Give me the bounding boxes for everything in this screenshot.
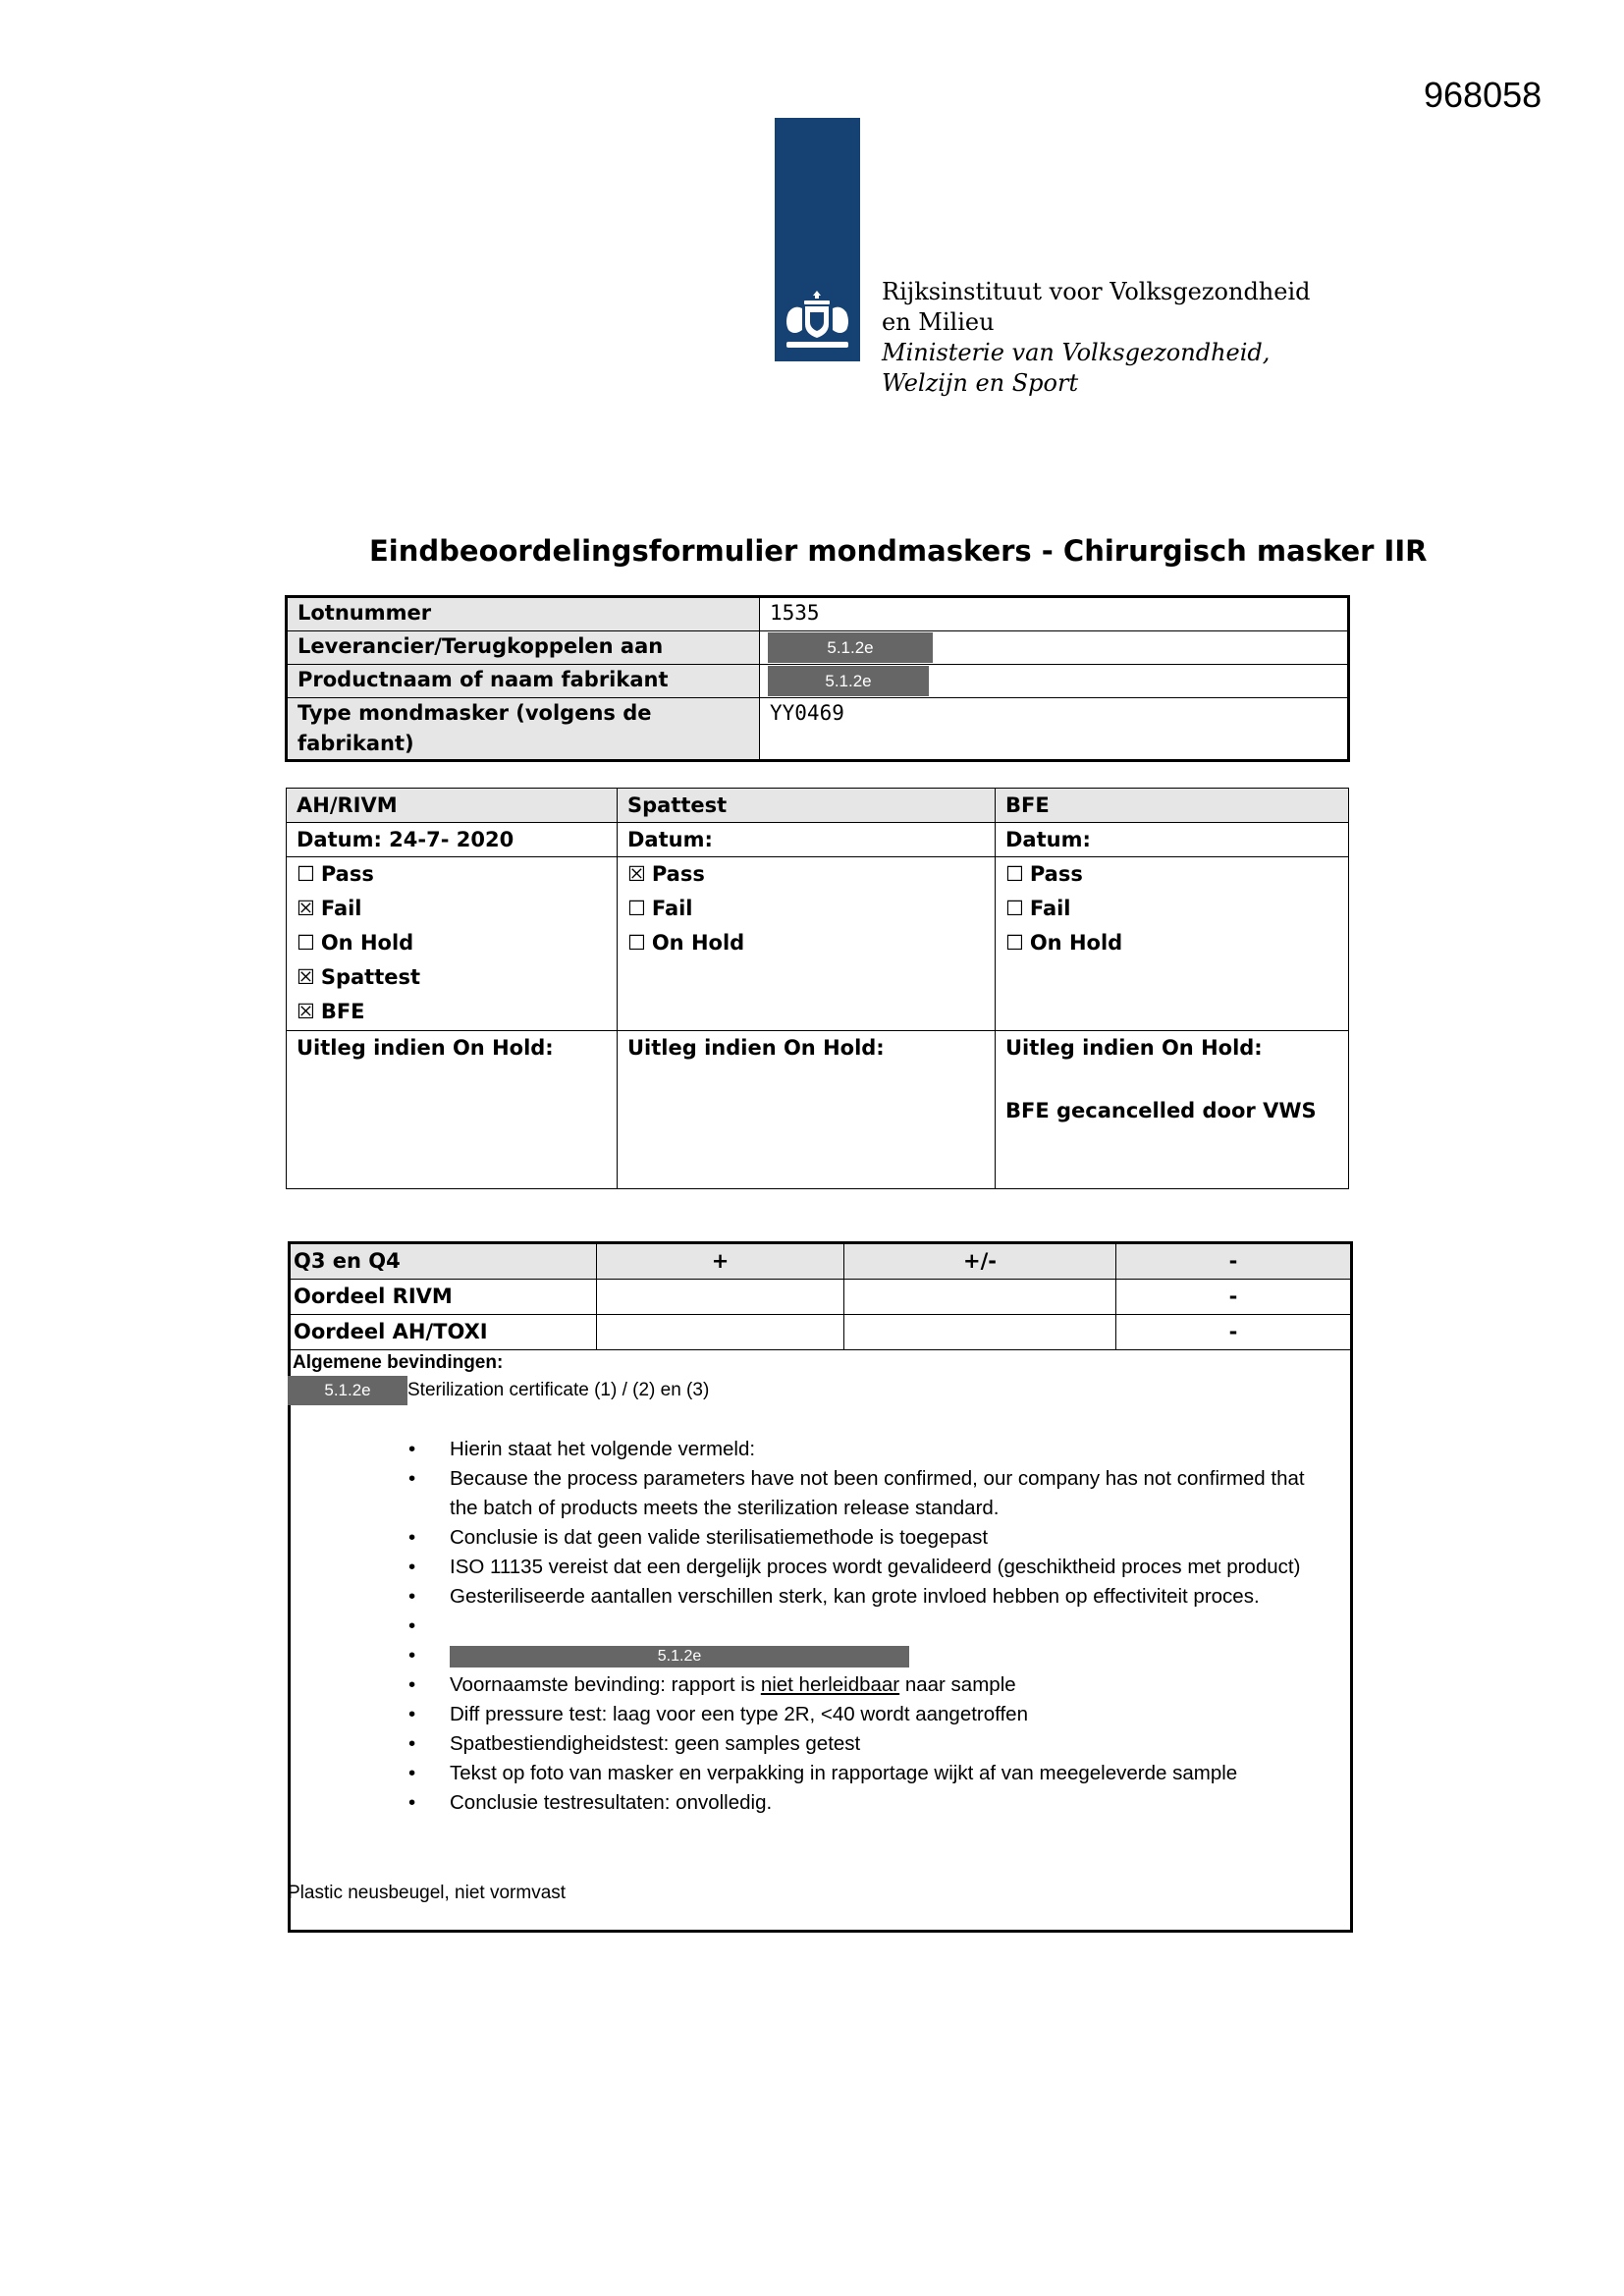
coat-of-arms-icon <box>775 283 860 361</box>
oordeel-rivm-label: Oordeel RIVM <box>290 1280 597 1315</box>
checkbox-icon: ☐ <box>627 897 646 920</box>
oordeel-ah-toxi-plus-minus <box>844 1315 1116 1350</box>
mask-type-label: Type mondmasker (volgens de fabrikant) <box>287 698 760 761</box>
header-spattest: Spattest <box>618 789 996 823</box>
checklist-ah-rivm <box>287 857 618 1031</box>
list-item <box>408 1670 1322 1700</box>
uitleg-ah-rivm <box>287 1031 618 1189</box>
checkbox-icon: ☒ <box>297 1000 315 1023</box>
redaction-block: 5.1.2e <box>768 666 929 696</box>
checkbox-label: Pass <box>651 862 705 886</box>
checkbox-label: BFE <box>320 1000 365 1023</box>
oordeel-rivm-plus <box>597 1280 844 1315</box>
date-bfe: Datum: <box>996 823 1349 857</box>
status-table <box>286 788 1349 1189</box>
checkbox-item <box>627 892 985 926</box>
checkbox-icon: ☒ <box>627 862 646 886</box>
table-row <box>287 665 1349 698</box>
checkbox-label: On Hold <box>320 931 414 955</box>
header-bfe: BFE <box>996 789 1349 823</box>
checkbox-icon: ☒ <box>297 897 315 920</box>
uitleg-bfe <box>996 1031 1349 1189</box>
checkbox-item <box>1005 926 1338 960</box>
table-row <box>287 857 1349 1031</box>
checkbox-icon: ☐ <box>297 931 315 955</box>
list-item <box>408 1612 1322 1641</box>
date-spattest: Datum: <box>618 823 996 857</box>
list-item: • Spatbestiendigheidstest: geen samples getest <box>408 1729 1322 1759</box>
org-line-4: Welzijn en Sport <box>882 369 1079 397</box>
oordeel-ah-toxi-label: Oordeel AH/TOXI <box>290 1315 597 1350</box>
org-line-3: Ministerie van Volksgezondheid, <box>882 339 1271 366</box>
oordeel-rivm-plus-minus <box>844 1280 1116 1315</box>
checklist-spattest <box>618 857 996 1031</box>
checkbox-label: Pass <box>1029 862 1083 886</box>
footer-note: Plastic neusbeugel, niet vormvast <box>288 1883 567 1903</box>
checkbox-label: Fail <box>651 897 693 920</box>
table-row <box>287 631 1349 665</box>
findings-list <box>408 1435 1322 1818</box>
redaction-block: 5.1.2e <box>768 632 933 663</box>
checklist-bfe <box>996 857 1349 1031</box>
checkbox-label: Fail <box>320 897 362 920</box>
table-row <box>287 698 1349 761</box>
uitleg-label: Uitleg indien On Hold: <box>1005 1036 1263 1060</box>
org-line-1: Rijksinstituut voor Volksgezondheid <box>882 278 1311 305</box>
checkbox-label: Pass <box>320 862 374 886</box>
header-ah-rivm: AH/RIVM <box>287 789 618 823</box>
org-line-2: en Milieu <box>882 308 995 336</box>
table-row <box>287 1031 1349 1189</box>
list-item: • Tekst op foto van masker en verpakking in rapportage wijkt af van meegeleverde sample <box>408 1759 1322 1788</box>
checkbox-item <box>297 995 607 1029</box>
date-ah-rivm: Datum: 24-7- 2020 <box>287 823 618 857</box>
oordeel-ah-toxi-minus: - <box>1116 1315 1352 1350</box>
checkbox-item <box>297 857 607 892</box>
header-plus-minus: +/- <box>844 1243 1116 1280</box>
supplier-label: Leverancier/Terugkoppelen aan <box>287 631 760 665</box>
checkbox-icon: ☐ <box>627 931 646 955</box>
uitleg-bfe-text: BFE gecancelled door VWS <box>1005 1099 1317 1122</box>
list-item: • ISO 11135 vereist dat een dergelijk proces wordt gevalideerd (geschiktheid proces met product) <box>408 1553 1322 1582</box>
checkbox-icon: ☐ <box>1005 862 1024 886</box>
checkbox-item <box>1005 892 1338 926</box>
checkbox-item <box>1005 857 1338 892</box>
checkbox-icon: ☐ <box>1005 931 1024 955</box>
redaction-block: 5.1.2e <box>450 1646 909 1667</box>
list-item <box>408 1641 1322 1670</box>
list-item: • Hierin staat het volgende vermeld: <box>408 1435 1322 1464</box>
product-name-value <box>760 665 1349 698</box>
checkbox-icon: ☐ <box>1005 897 1024 920</box>
checkbox-label: Spattest <box>320 965 421 989</box>
lot-number-value: 1535 <box>760 597 1349 631</box>
table-row <box>287 597 1349 631</box>
checkbox-item <box>627 857 985 892</box>
certificate-text: Sterilization certificate (1) / (2) en (3) <box>407 1380 710 1400</box>
checkbox-icon: ☒ <box>297 965 315 989</box>
mask-type-value: YY0469 <box>760 698 1349 761</box>
assessment-table <box>288 1241 1353 1933</box>
list-item: • Gesteriliseerde aantallen verschillen sterk, kan grote invloed hebben op effectiviteit proces. <box>408 1582 1322 1612</box>
checkbox-label: On Hold <box>1029 931 1123 955</box>
table-row <box>290 1280 1352 1315</box>
redaction-block: 5.1.2e <box>288 1376 407 1405</box>
table-row <box>290 1243 1352 1280</box>
rijksoverheid-logo <box>775 118 860 361</box>
findings-cell <box>290 1350 1352 1932</box>
checkbox-label: On Hold <box>651 931 745 955</box>
findings-heading: Algemene bevindingen: <box>293 1352 504 1373</box>
uitleg-label: Uitleg indien On Hold: <box>297 1036 554 1060</box>
voornaamste-prefix: Voornaamste bevinding: rapport is <box>450 1673 761 1696</box>
uitleg-label: Uitleg indien On Hold: <box>627 1036 885 1060</box>
uitleg-spattest <box>618 1031 996 1189</box>
table-row <box>290 1350 1352 1932</box>
header-plus: + <box>597 1243 844 1280</box>
supplier-value <box>760 631 1349 665</box>
product-name-label: Productnaam of naam fabrikant <box>287 665 760 698</box>
page-title: Eindbeoordelingsformulier mondmaskers - Chirurgisch masker IIR <box>369 534 1428 568</box>
checkbox-item <box>297 892 607 926</box>
header-q3-q4: Q3 en Q4 <box>290 1243 597 1280</box>
checkbox-item <box>627 926 985 960</box>
table-row <box>287 789 1349 823</box>
list-item: • Because the process parameters have not been confirmed, our company has not confirmed that the batch of products meets the sterilization release standard. <box>408 1464 1322 1523</box>
checkbox-item <box>297 926 607 960</box>
voornaamste-suffix: naar sample <box>899 1673 1016 1696</box>
list-item: • Diff pressure test: laag voor een type 2R, <40 wordt aangetroffen <box>408 1700 1322 1729</box>
checkbox-item <box>297 960 607 995</box>
checkbox-label: Fail <box>1029 897 1071 920</box>
lot-number-label: Lotnummer <box>287 597 760 631</box>
certificate-line <box>288 1376 709 1405</box>
voornaamste-underlined: niet herleidbaar <box>760 1673 900 1696</box>
oordeel-rivm-minus: - <box>1116 1280 1352 1315</box>
list-item: • Conclusie is dat geen valide sterilisatiemethode is toegepast <box>408 1523 1322 1553</box>
header-minus: - <box>1116 1243 1352 1280</box>
checkbox-icon: ☐ <box>297 862 315 886</box>
oordeel-ah-toxi-plus <box>597 1315 844 1350</box>
table-row <box>290 1315 1352 1350</box>
product-info-table <box>285 595 1350 762</box>
organisation-name <box>882 277 1311 399</box>
document-id: 968058 <box>1424 75 1543 115</box>
table-row <box>287 823 1349 857</box>
list-item: • Conclusie testresultaten: onvolledig. <box>408 1788 1322 1818</box>
